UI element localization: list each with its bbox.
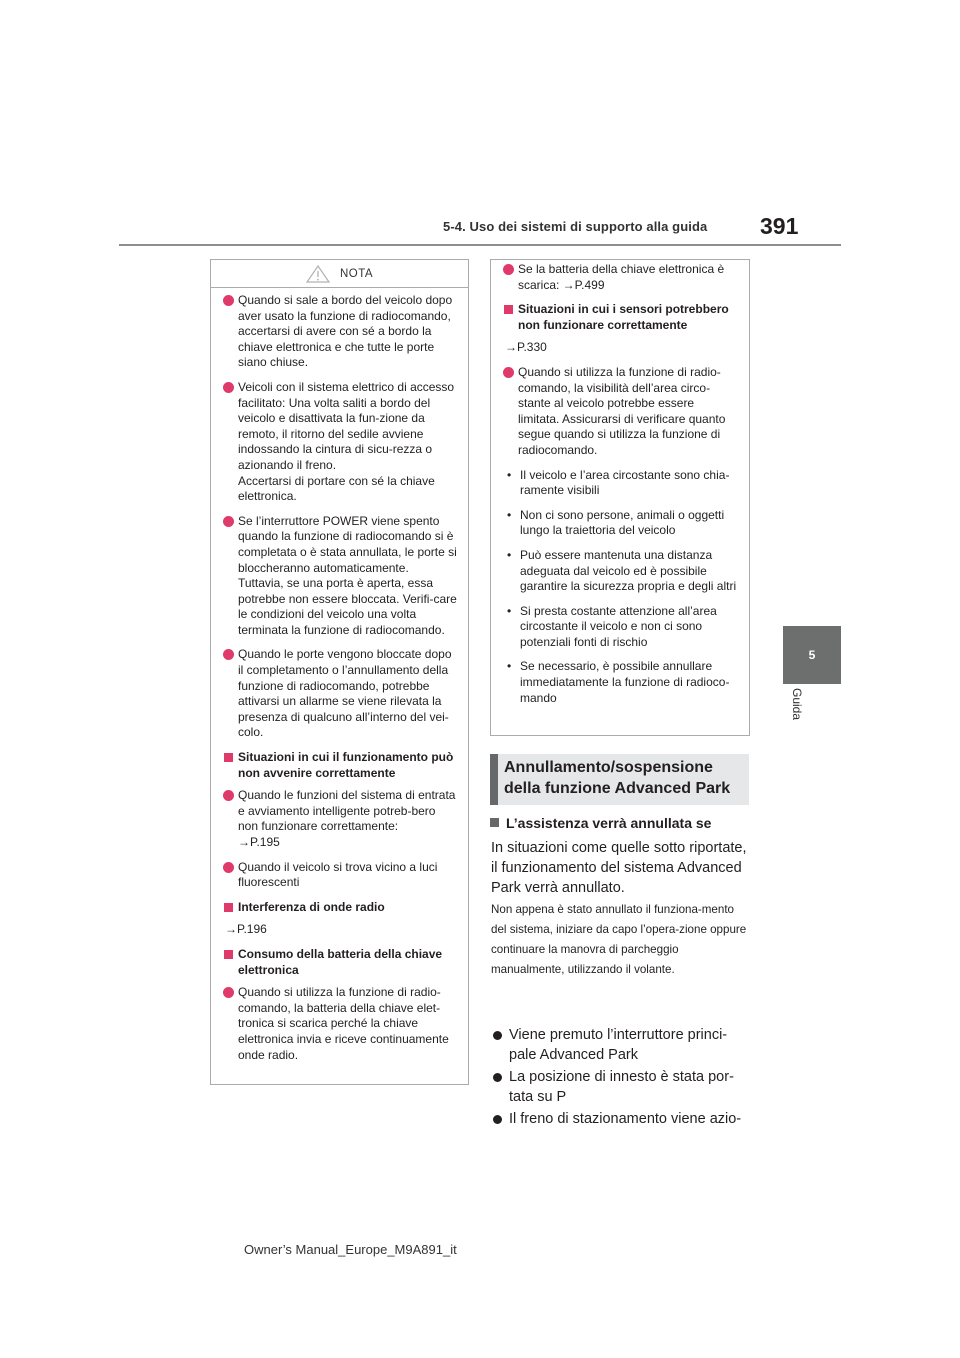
- subsection-title: Consumo della batteria della chiave elettronica: [224, 947, 457, 978]
- bullet-icon: [223, 649, 234, 660]
- subsection-title: Situazioni in cui i sensori potrebbero non funzionare correttamente: [504, 302, 738, 333]
- note-heading: NOTA: [339, 267, 374, 280]
- list-item: Quando le funzioni del sistema di entrata e avviamento intelligente potreb-bero non funzionare correttamente: →P.195: [224, 788, 457, 850]
- bullet-icon: [223, 790, 234, 801]
- list-item: Veicoli con il sistema elettrico di accesso facilitato: Una volta saliti a bordo del veicolo e disattivata la fun-zione da remoto, il ritorno del sedile avviene indossando la cintura di sicu-rezza o azionando il freno. Accertarsi di portare con sé la chiave elettronica.: [224, 380, 457, 505]
- list-item: Viene premuto l’interruttore princi-pale Advanced Park: [493, 1025, 751, 1065]
- subsection-heading: L’assistenza verrà annullata se: [490, 815, 711, 831]
- dot-marker-icon: •: [507, 547, 512, 562]
- section-header: 5-4. Uso dei sistemi di supporto alla guida: [443, 219, 708, 234]
- small-paragraph: Non appena è stato annullato il funziona-mento del sistema, iniziare da capo l’opera-zione oppure continuare la manovra di parcheggio manualmente, utilizzando il volante.: [491, 903, 747, 976]
- bullet-icon: [223, 987, 234, 998]
- list-item: Se la batteria della chiave elettronica è scarica: →P.499: [504, 262, 738, 293]
- header-rule: [119, 244, 841, 246]
- bullet-icon: [223, 295, 234, 306]
- note-box-continued: [490, 259, 750, 736]
- bullet-icon: [503, 367, 514, 378]
- note-box: [210, 259, 469, 1085]
- list-item: Se l’interruttore POWER viene spento quando la funzione di radiocomando si è completata o è stata annullata, le porte si bloccheranno automaticamente. Tuttavia, se una porta è aperta, essa potrebbe non essere bloccata. Verifi-care le condizioni del veicolo una volta terminata la funzione di radiocomando.: [224, 514, 457, 639]
- dash-item: • Il veicolo e l’area circostante sono chia-ramente visibili: [507, 467, 730, 498]
- dash-item: • Si presta costante attenzione all’area circostante il veicolo e non ci sono potenziali fonti di rischio: [507, 603, 717, 649]
- dot-marker-icon: •: [507, 603, 512, 618]
- list-item: Quando si utilizza la funzione di radio-comando, la visibilità dell’area circo-stante al veicolo potrebbe essere limitata. Assicurarsi di verificare quanto segue quando si utilizza la funzione di radiocomando.: [504, 365, 738, 459]
- square-bullet-icon: [224, 903, 233, 912]
- dot-marker-icon: •: [507, 467, 512, 482]
- list-item: Quando si utilizza la funzione di radio-comando, la batteria della chiave elet-tronica si scarica perché la chiave elettronica invia e riceve continuamente onde radio.: [224, 985, 457, 1063]
- bullet-icon: [493, 1031, 502, 1040]
- list-item: Quando le porte vengono bloccate dopo il completamento o l’annullamento della funzione di radiocomando, potrebbe attivarsi un allarme se viene rilevata la presenza di qualcuno all’interno del vei-colo.: [224, 647, 457, 741]
- list-item: Quando si sale a bordo del veicolo dopo aver usato la funzione di radiocomando, accertarsi di avere con sé a bordo la chiave elettronica e che tutte le porte siano chiuse.: [224, 293, 457, 371]
- chapter-tab[interactable]: 5: [783, 626, 841, 684]
- page-reference[interactable]: →P.330: [505, 340, 547, 355]
- dash-item: • Non ci sono persone, animali o oggetti lungo la traiettoria del veicolo: [507, 507, 725, 538]
- page-reference[interactable]: →P.196: [225, 922, 267, 937]
- square-bullet-icon: [504, 305, 513, 314]
- warning-icon: [306, 265, 330, 283]
- square-bullet-icon: [224, 753, 233, 762]
- dash-item: • Può essere mantenuta una distanza adeguata dal veicolo ed è possibile garantire la sicurezza propria e degli altri: [507, 547, 737, 594]
- subsection-title: Interferenza di onde radio: [224, 900, 457, 916]
- page-number: 391: [760, 213, 799, 239]
- bullet-icon: [223, 516, 234, 527]
- section-heading: Annullamento/sospensione della funzione Advanced Park: [490, 754, 749, 805]
- list-item: Quando il veicolo si trova vicino a luci fluorescenti: [224, 860, 457, 891]
- footer-text: Owner’s Manual_Europe_M9A891_it: [244, 1242, 457, 1257]
- square-bullet-icon: [490, 818, 499, 827]
- dot-marker-icon: •: [507, 507, 512, 522]
- dash-item: • Se necessario, è possibile annullare immediatamente la funzione di radioco-mando: [507, 659, 730, 705]
- chapter-label: Guida: [790, 688, 804, 721]
- dot-marker-icon: •: [507, 659, 512, 674]
- subsection-title: Situazioni in cui il funzionamento può non avvenire correttamente: [224, 750, 457, 781]
- list-item: Il freno di stazionamento viene azio-: [493, 1109, 751, 1129]
- bullet-icon: [503, 264, 514, 275]
- bullet-icon: [223, 862, 234, 873]
- bullet-icon: [493, 1115, 502, 1124]
- bullet-icon: [493, 1073, 502, 1082]
- bullet-icon: [223, 382, 234, 393]
- lead-paragraph: In situazioni come quelle sotto riportate, il funzionamento del sistema Advanced Park verrà annullato.: [491, 840, 747, 896]
- square-bullet-icon: [224, 950, 233, 959]
- note-header: [211, 260, 468, 288]
- page-reference[interactable]: →P.195: [238, 835, 280, 849]
- list-item: La posizione di innesto è stata por-tata su P: [493, 1067, 751, 1107]
